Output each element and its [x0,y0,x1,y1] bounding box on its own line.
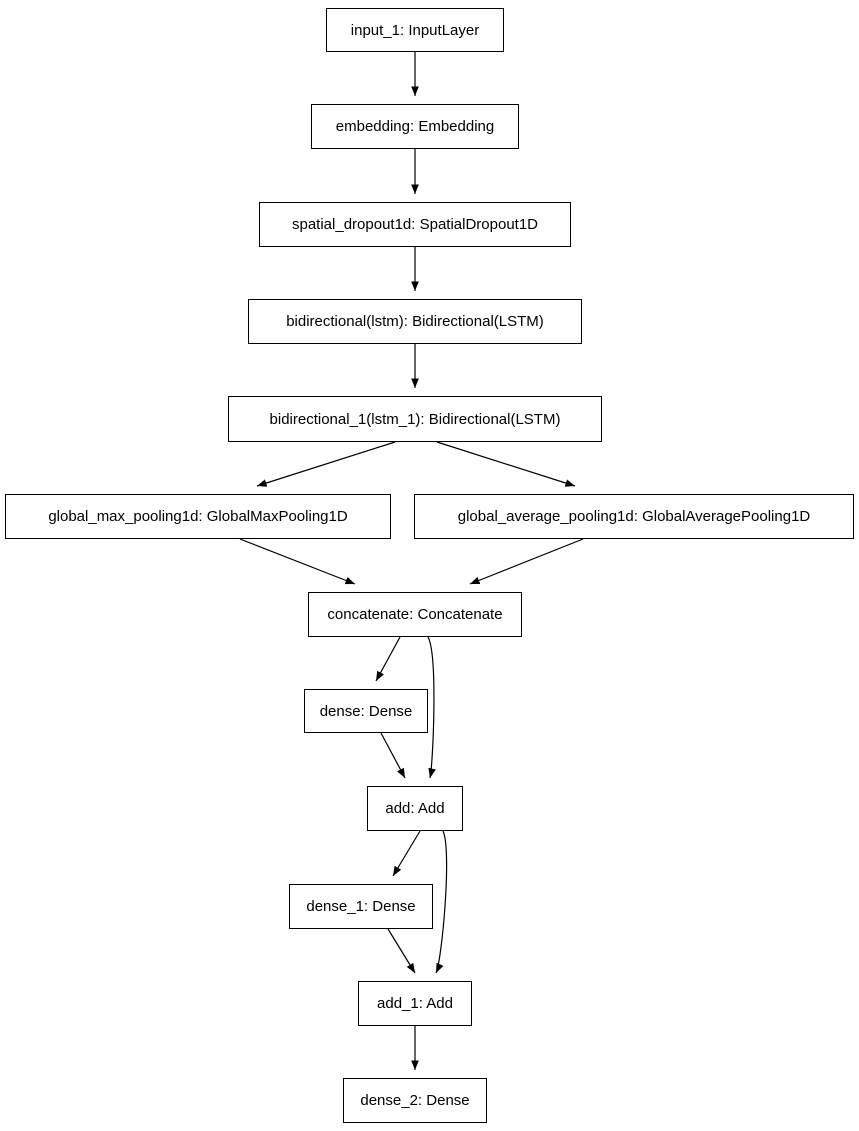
node-dense-1[interactable] [289,884,433,929]
node-label: add_1: Add [377,995,453,1012]
node-global-average-pooling1d[interactable] [414,494,854,539]
node-label: bidirectional_1(lstm_1): Bidirectional(LSTM) [269,410,561,428]
node-embedding[interactable] [311,104,519,149]
node-bidirectional-1-lstm-1[interactable] [228,396,602,442]
node-label: bidirectional(lstm): Bidirectional(LSTM) [286,313,544,330]
node-label: embedding: Embedding [335,118,495,135]
node-input-1[interactable] [326,8,504,52]
node-global-max-pooling1d[interactable] [5,494,391,539]
node-label: global_max_pooling1d: GlobalMaxPooling1D [48,508,348,525]
node-label: global_average_pooling1d: GlobalAveragePooling1D [457,508,811,525]
node-add[interactable] [367,786,463,831]
node-dense-2[interactable] [343,1078,487,1123]
node-label: spatial_dropout1d: SpatialDropout1D [292,216,538,233]
node-dense[interactable] [304,689,428,733]
node-concatenate[interactable] [308,592,522,637]
node-label: concatenate: Concatenate [327,606,503,623]
node-bidirectional-lstm[interactable] [248,299,582,344]
node-label: add: Add [385,800,445,817]
node-label: dense_2: Dense [360,1092,470,1109]
node-add-1[interactable] [358,981,472,1026]
node-label: input_1: InputLayer [350,21,480,39]
node-label: dense: Dense [319,702,413,720]
node-spatial-dropout1d[interactable] [259,202,571,247]
node-label: dense_1: Dense [306,898,416,915]
